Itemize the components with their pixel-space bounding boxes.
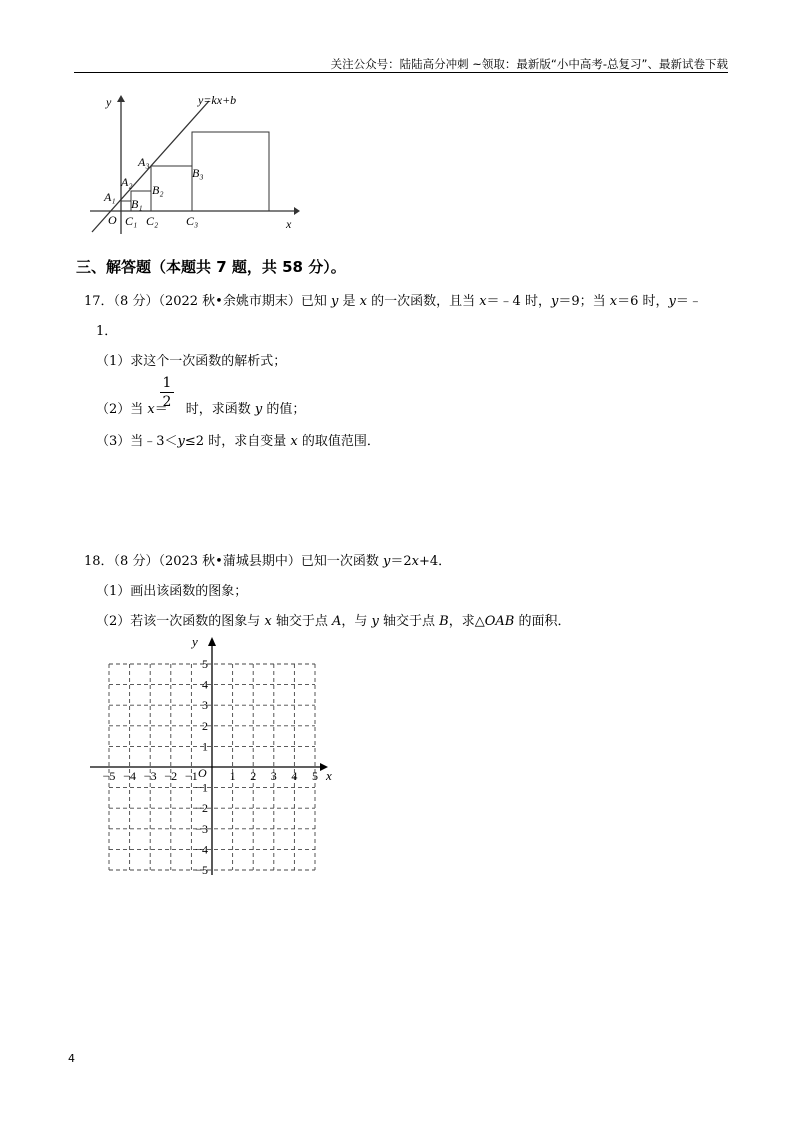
x-tick-label: −2 [164, 769, 178, 783]
fig1-x-label: x [286, 217, 292, 231]
label-B1: B₁ [131, 197, 143, 211]
q17-sub2: （2）当 x＝ 时，求函数 y 的值； [96, 402, 306, 417]
x-tick-label: 5 [312, 769, 318, 783]
page-number: 4 [68, 1052, 75, 1065]
x-tick-label: 2 [250, 769, 257, 783]
q18-sub1: （1）画出该函数的图象； [96, 584, 248, 599]
q17-line2: 1． [96, 324, 118, 339]
q17-sub3: （3）当﹣3＜y≤2 时，求自变量 x 的取值范围． [96, 434, 380, 449]
label-C1: C₁ [125, 214, 138, 228]
y-tick-label: −5 [195, 863, 208, 877]
fraction-denominator: 2 [162, 394, 172, 410]
y-tick-label: 4 [202, 677, 208, 692]
x-tick-label: −3 [143, 769, 157, 783]
header-divider [74, 72, 728, 73]
fig1-y-label: y [106, 95, 112, 109]
x-tick-label: 1 [229, 769, 236, 783]
x-tick-label: 4 [291, 769, 298, 783]
y-tick-label: −1 [195, 780, 208, 795]
fraction-bar [160, 392, 174, 393]
fig2-y-label: y [192, 634, 198, 649]
square-4 [192, 132, 269, 211]
x-tick-label: −5 [102, 769, 116, 783]
fig1-x-arrow [294, 207, 300, 215]
coordinate-grid [86, 630, 346, 880]
fig1-y-arrow [117, 95, 125, 102]
x-tick-label: −4 [123, 769, 136, 783]
fig1-origin-label: O [108, 213, 117, 227]
label-A2: A₂ [121, 175, 133, 189]
q17-fraction [160, 375, 174, 410]
fig2-x-label: x [326, 768, 332, 783]
x-tick-label: 3 [270, 769, 277, 783]
label-B3: B₃ [192, 166, 204, 180]
section-title: 三、解答题（本题共 7 题，共 58 分）。 [76, 258, 346, 276]
fig2-origin-label: O [198, 766, 207, 780]
y-tick-label: 2 [202, 718, 208, 733]
label-A3: A₃ [138, 155, 150, 169]
fig2-y-arrow [208, 637, 216, 646]
y-tick-label: −3 [195, 821, 208, 836]
square-1 [121, 201, 131, 211]
x-tick-label: −1 [185, 769, 198, 783]
fig1-line-label: y=kx+b [198, 93, 237, 107]
q18-line1: 18．（8 分）（2023 秋•蒲城县期中）已知一次函数 y＝2x+4． [84, 554, 452, 569]
q18-sub2: （2）若该一次函数的图象与 x 轴交于点 A，与 y 轴交于点 B，求△OAB 的面积． [96, 614, 571, 629]
fraction-numerator: 1 [162, 375, 172, 391]
figure-squares-diagram [86, 86, 306, 236]
y-tick-label: 3 [202, 698, 208, 713]
y-tick-label: 5 [202, 657, 208, 671]
label-A1: A₁ [104, 190, 116, 204]
q17-sub1: （1）求这个一次函数的解析式； [96, 354, 287, 369]
label-C3: C₃ [186, 214, 199, 228]
label-C2: C₂ [146, 214, 159, 228]
y-tick-label: −4 [195, 842, 208, 857]
q17-line1: 17．（8 分）（2022 秋•余姚市期末）已知 y 是 x 的一次函数，且当 x＝﹣4 时，y＝9；当 x＝6 时，y＝﹣ [84, 294, 702, 309]
label-B2: B₂ [152, 183, 164, 197]
page-header: 关注公众号：陆陆高分冲刺 ~领取：最新版“小中高考-总复习”、最新试卷下载 [330, 57, 728, 71]
y-tick-label: −2 [195, 801, 208, 816]
y-tick-label: 1 [202, 739, 208, 754]
